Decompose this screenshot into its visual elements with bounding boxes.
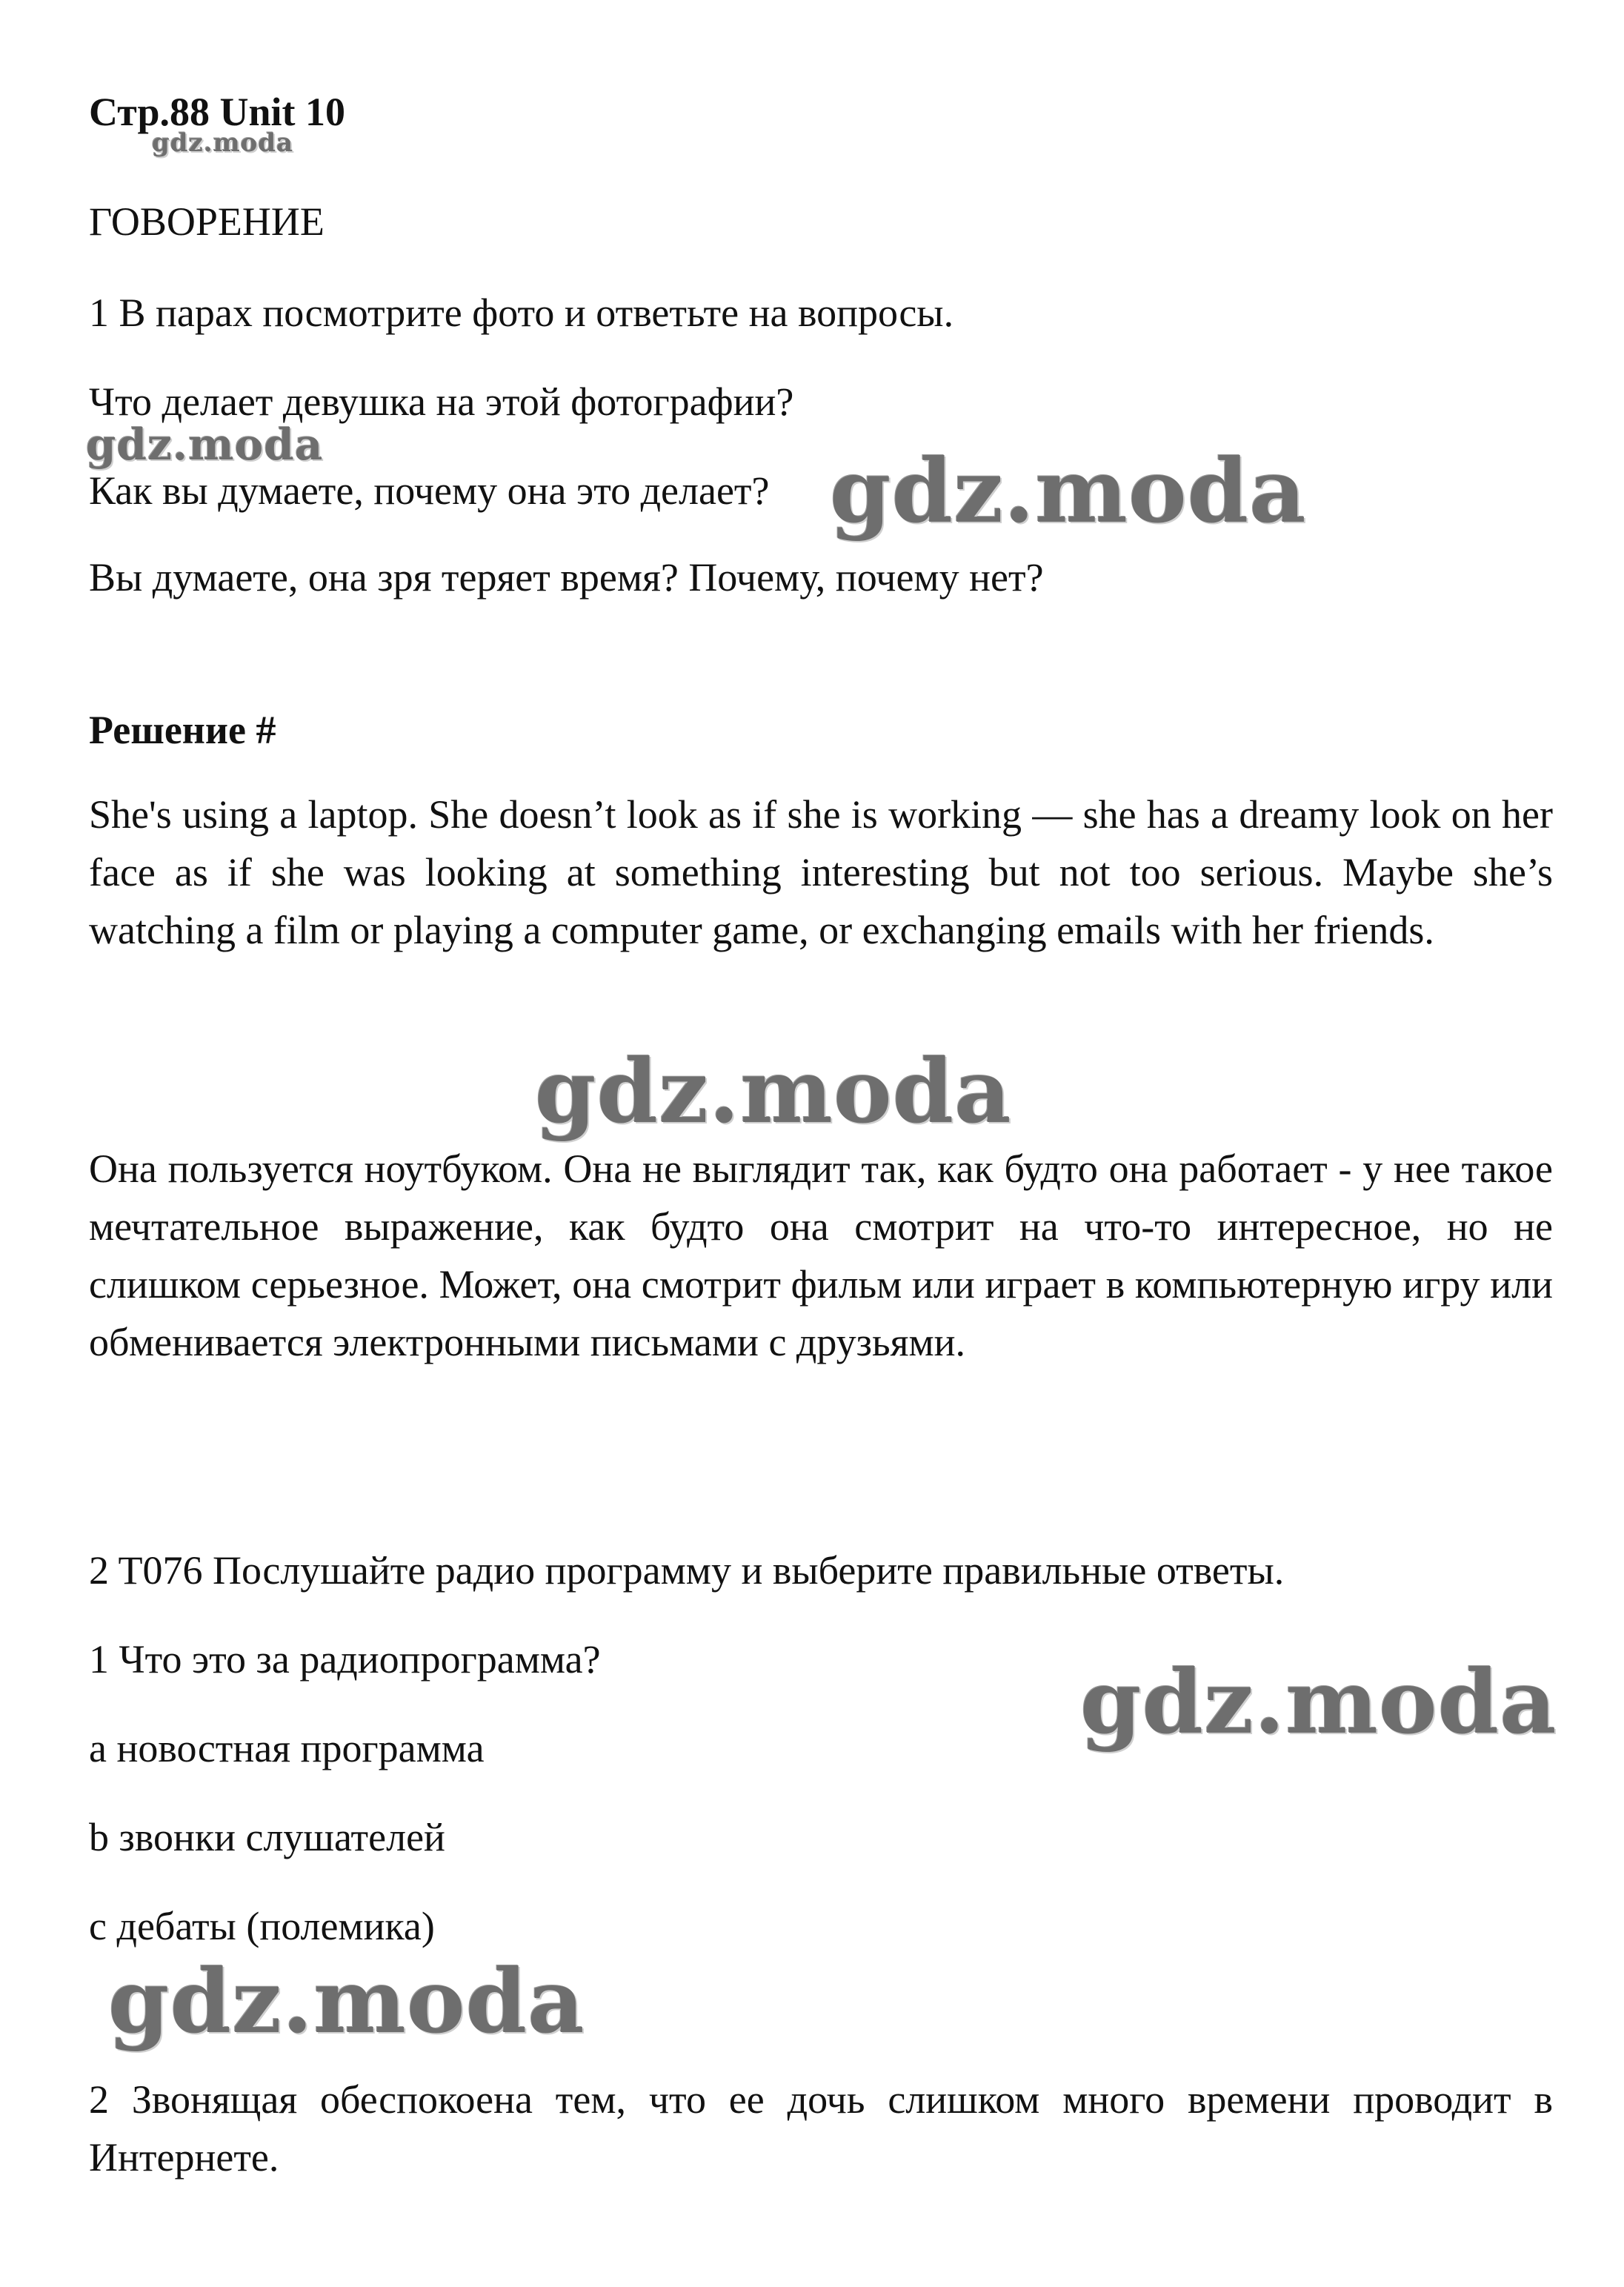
task2-statement: 2 Звонящая обеспокоена тем, что ее дочь слишком много времени проводит в Интернете.	[89, 2077, 1553, 2180]
task1-question: Что делает девушка на этой фотографии?	[89, 379, 794, 424]
solution-russian: Она пользуется ноутбуком. Она не выглядит так, как будто она работает - у нее такое мечтательное выражение, как будто она смотрит на что-то интересное, но не слишком серьезное. Может, она смотрит фильм или играет в компьютерную игру или обменивается электронными письмами с друзьями.	[89, 1146, 1553, 1364]
solution-heading: Решение #	[89, 708, 276, 752]
watermark: gdz.moda	[86, 419, 324, 470]
watermark: gdz.moda	[152, 128, 294, 158]
task2-question: 1 Что это за радиопрограмма?	[89, 1637, 601, 1682]
page-title: Стр.88 Unit 10	[89, 90, 346, 134]
watermark: gdz.moda	[830, 439, 1307, 542]
watermark: gdz.moda	[108, 1950, 585, 2053]
task2-option: b звонки слушателей	[89, 1815, 445, 1859]
task2-option: c дебаты (полемика)	[89, 1904, 435, 1948]
section-heading: ГОВОРЕНИЕ	[89, 199, 325, 244]
watermark: gdz.moda	[1080, 1650, 1557, 1753]
task2-instruction: 2 T076 Послушайте радио программу и выберите правильные ответы.	[89, 1548, 1285, 1593]
solution-english: She's using a laptop. She doesn’t look as if she is working — she has a dreamy look on her face as if she was looking at something interesting but not too serious. Maybe she’s watching a film or playing a computer game, or exchanging emails with her friends.	[89, 792, 1553, 952]
task2-option: a новостная программа	[89, 1726, 485, 1770]
task1-question: Вы думаете, она зря теряет время? Почему, почему нет?	[89, 555, 1044, 600]
task1-question: Как вы думаете, почему она это делает?	[89, 468, 770, 513]
watermark: gdz.moda	[535, 1040, 1012, 1143]
task1-instruction: 1 В парах посмотрите фото и ответьте на вопросы.	[89, 291, 954, 335]
